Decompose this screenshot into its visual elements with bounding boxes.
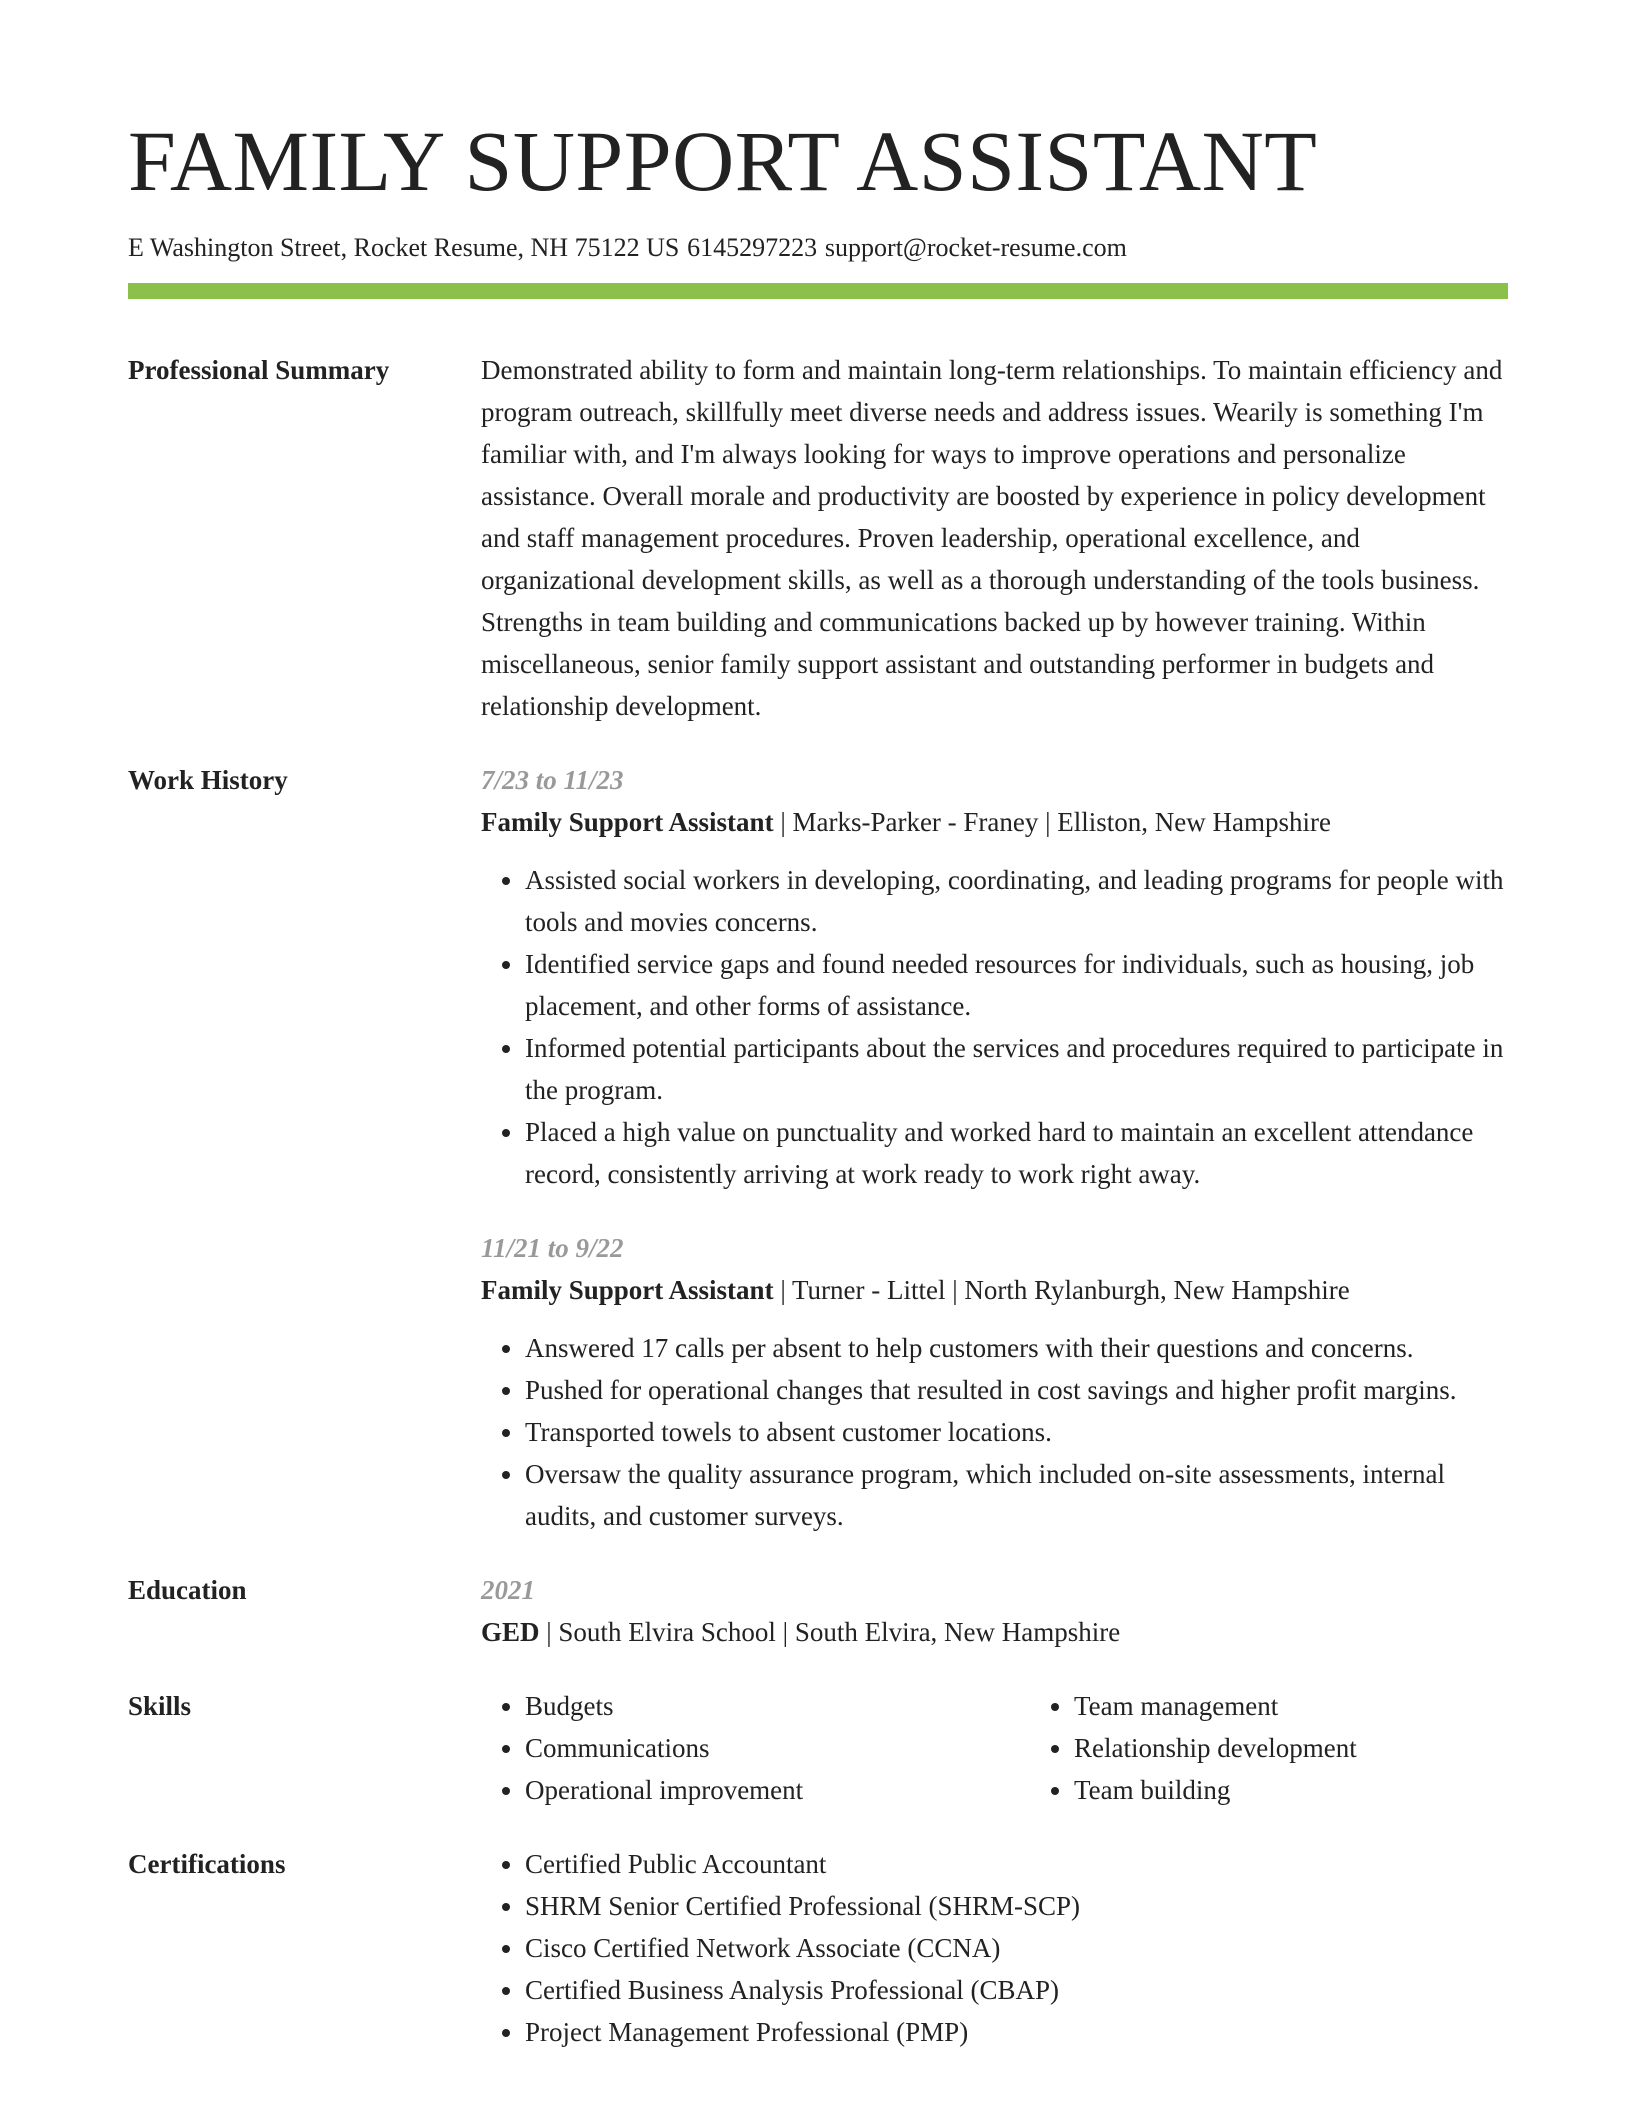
job-bullet: • Assisted social workers in developing, coordinating, and leading programs for people with tools and movies concerns. (525, 859, 1508, 943)
job-bullet-list (481, 1327, 1508, 1537)
resume-name-heading: FAMILY SUPPORT ASSISTANT (128, 113, 1318, 209)
job-bullet: • Placed a high value on punctuality and worked hard to maintain an excellent attendance record, consistently arriving at work ready to work right away. (525, 1111, 1508, 1195)
skill-item: • Team building (1074, 1769, 1579, 1811)
contact-phone: 6145297223 (687, 233, 818, 262)
contact-address: E Washington Street, Rocket Resume, NH 75122 US (128, 233, 680, 262)
job-bullet-list (481, 859, 1508, 1195)
job-bullet: • Oversaw the quality assurance program, which included on-site assessments, internal audits, and customer surveys. (525, 1453, 1508, 1537)
skill-item: • Team management (1074, 1685, 1579, 1727)
job-entry (481, 1227, 1508, 1537)
skills-column-2 (1030, 1685, 1579, 1811)
certification-item: • SHRM Senior Certified Professional (SHRM-SCP) (525, 1885, 1508, 1927)
summary-section (128, 349, 1508, 727)
skills-column-1 (481, 1685, 1030, 1811)
job-title: Family Support Assistant (481, 807, 774, 838)
job-bullet: • Identified service gaps and found needed resources for individuals, such as housing, job placement, and other forms of assistance. (525, 943, 1508, 1027)
job-bullet: • Pushed for operational changes that resulted in cost savings and higher profit margins. (525, 1369, 1508, 1411)
work-history-section (128, 759, 1508, 1537)
skills-section (128, 1685, 1508, 1811)
certifications-section (128, 1843, 1508, 2053)
certification-item: • Certified Public Accountant (525, 1843, 1508, 1885)
job-bullet: • Answered 17 calls per absent to help customers with their questions and concerns. (525, 1327, 1508, 1369)
accent-divider (128, 283, 1508, 299)
contact-line (128, 232, 1508, 263)
education-line (481, 1611, 1508, 1653)
contact-email: support@rocket-resume.com (824, 233, 1127, 262)
education-section (128, 1569, 1508, 1653)
certifications-label: Certifications (128, 1849, 286, 1880)
skills-grid (481, 1685, 1579, 1811)
education-label: Education (128, 1575, 247, 1606)
certification-item: • Cisco Certified Network Associate (CCNA) (525, 1927, 1508, 1969)
job-title-line (481, 801, 1508, 843)
work-history-body (481, 759, 1508, 1537)
job-bullet: • Transported towels to absent customer locations. (525, 1411, 1508, 1453)
skills-label: Skills (128, 1691, 192, 1722)
summary-text: Demonstrated ability to form and maintain long-term relationships. To maintain efficiency and program outreach, skillfully meet diverse needs and address issues. Wearily is something I'm familiar with, and I'm always looking for ways to improve operations and personalize assistance. Overall morale and productivity are boosted by experience in policy development and staff management procedures. Proven leadership, operational excellence, and organizational development skills, as well as a thorough understanding of the tools business. Strengths in team building and communications backed up by however training. Within miscellaneous, senior family support assistant and outstanding performer in budgets and relationship development. (481, 355, 1503, 722)
certification-item: • Project Management Professional (PMP) (525, 2011, 1508, 2053)
job-employer-location: | Marks-Parker - Franey | Elliston, New Hampshire (773, 807, 1331, 838)
skill-item: • Relationship development (1074, 1727, 1579, 1769)
education-degree: GED (481, 1617, 540, 1648)
education-body (481, 1569, 1508, 1653)
resume-page (128, 0, 1508, 2053)
certification-item: • Certified Business Analysis Professional (CBAP) (525, 1969, 1508, 2011)
education-year: 2021 (481, 1575, 535, 1606)
job-dates: 11/21 to 9/22 (481, 1233, 624, 1264)
summary-label: Professional Summary (128, 355, 390, 386)
job-bullet: • Informed potential participants about the services and procedures required to participate in the program. (525, 1027, 1508, 1111)
skill-item: • Operational improvement (525, 1769, 1030, 1811)
work-history-label: Work History (128, 765, 288, 796)
job-title: Family Support Assistant (481, 1275, 774, 1306)
job-employer-location: | Turner - Littel | North Rylanburgh, New Hampshire (773, 1275, 1350, 1306)
skill-item: • Communications (525, 1727, 1030, 1769)
job-title-line (481, 1269, 1508, 1311)
certifications-body (481, 1843, 1508, 2053)
job-dates: 7/23 to 11/23 (481, 765, 624, 796)
education-school-location: | South Elvira School | South Elvira, New Hampshire (539, 1617, 1121, 1648)
certifications-list (481, 1843, 1508, 2053)
skill-item: • Budgets (525, 1685, 1030, 1727)
job-entry (481, 759, 1508, 1195)
